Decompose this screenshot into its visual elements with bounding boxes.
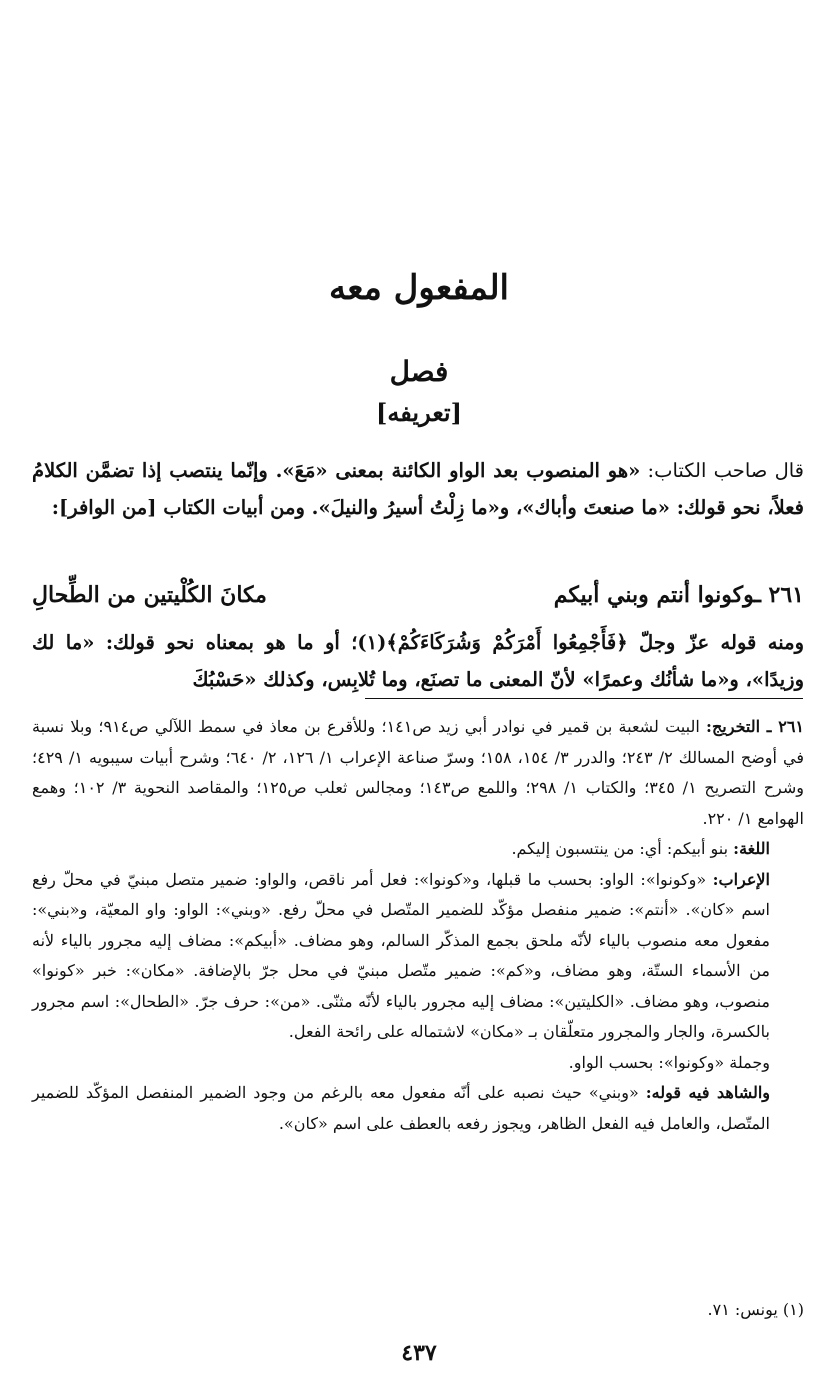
note-shahid-text: «وبني» حيث نصبه على أنّه مفعول معه بالرغم من وجود الضمير المنفصل المؤكّد للضمير المتّصل، والعامل فيه الفعل الظاهر، ويجوز رفعه بالعطف على اسم «كان». — [32, 1083, 770, 1133]
note-takhrij — [32, 712, 804, 834]
note-takhrij-label: ٢٦١ ـ التخريج: — [706, 717, 805, 736]
verse-first-text: وكونوا أنتم وبني أبيكم — [553, 582, 755, 608]
verse-number: ٢٦١ ـ — [754, 582, 804, 608]
footnote-divider — [365, 698, 803, 699]
note-takhrij-text: البيت لشعبة بن قمير في نوادر أبي زيد ص١٤١؛ وللأقرع بن معاذ في سمط اللآلي ص٩١٤؛ وبلا نسبة في أوضح المسالك ٢/ ٢٤٣؛ والدرر ٣/ ١٥٤، ١٥٨؛ وسرّ صناعة الإعراب ١/ ١٢٦، ٢/ ٦٤٠؛ وشرح أبيات سيبويه ١/ ٤٢٩؛ وشرح التصريح ١/ ٣٤٥؛ والكتاب ١/ ٢٩٨؛ واللمع ص١٤٣؛ ومجالس ثعلب ص١٢٥؛ والمقاصد النحوية ٣/ ١٠٢؛ وهمع الهوامع ١/ ٢٢٠. — [32, 717, 805, 828]
verse-first-hemistich — [554, 582, 804, 608]
note-irab-label: الإعراب: — [712, 869, 770, 889]
paragraph-quote: «هو المنصوب بعد الواو الكائنة بمعنى «مَعَ». وإنّما ينتصب إذا تضمَّن الكلامُ فعلاً، نحو قولك: «ما صنعتَ وأباك»، و«ما زِلْتُ أسيرُ والنيلَ». ومن أبيات الكتاب [من الوافر]: — [32, 459, 804, 519]
paragraph-lead: قال صاحب الكتاب: — [640, 459, 804, 482]
section-title: فصل — [389, 355, 449, 388]
note-lugha — [32, 834, 804, 865]
page-number: ٤٣٧ — [401, 1340, 437, 1366]
section-subtitle: [تعريفه] — [376, 398, 462, 427]
verse-notes — [32, 712, 804, 1139]
main-paragraph — [32, 452, 804, 526]
chapter-title: المفعول معه — [328, 268, 509, 308]
verse-second-hemistich: مكانَ الكُلْيتين من الطِّحالِ — [32, 582, 267, 608]
note-shahid — [32, 1078, 804, 1139]
note-lugha-label: اللغة: — [733, 839, 770, 858]
poetry-verse — [32, 582, 804, 608]
note-irab-text: «وكونوا»: الواو: بحسب ما قبلها، و«كونوا»: فعل أمر ناقص، والواو: ضمير متصل مبنيّ في محلّ رفع اسم «كان». «أنتم»: ضمير منفصل مؤكّد للضمير المتّصل في محلّ رفع. «وبني»: الواو: واو المعيّة، و«بني»: مفعول معه منصوب بالياء لأنّه ملحق بجمع المذكّر السالم، وهو مضاف. «أبيكم»: مضاف إليه مجرور بالياء لأنه من الأسماء الستّة، وهو مضاف، و«كم»: ضمير متّصل مبنيّ في محل جرّ بالإضافة. «مكان»: خبر «كونوا» منصوب، وهو مضاف. «الكليتين»: مضاف إليه مجرور بالياء لأنّه مثنّى. «من»: حرف جرّ. «الطحال»: اسم مجرور بالكسرة، والجار والمجرور متعلّقان بـ «مكان» لاشتماله على رائحة الفعل. — [32, 869, 770, 1041]
footnote: (١) يونس: ٧١. — [707, 1300, 804, 1319]
note-jumla: وجملة «وكونوا»: بحسب الواو. — [568, 1052, 770, 1072]
note-irab — [32, 865, 804, 1048]
second-paragraph: ومنه قوله عزّ وجلّ ﴿فَأَجْمِعُوا أَمْرَكُمْ وَشُرَكَاءَكُمْ﴾(١)؛ أو ما هو بمعناه نحو قولك: «ما لك وزيدًا»، و«ما شأنُك وعمرًا» لأنّ المعنى ما تصنَع، وما تُلابِس، وكذلك «حَسْبُكَ — [32, 631, 804, 691]
note-shahid-label: والشاهد فيه قوله: — [645, 1083, 771, 1102]
note-lugha-text: بنو أبيكم: أي: من ينتسبون إليكم. — [511, 839, 729, 858]
